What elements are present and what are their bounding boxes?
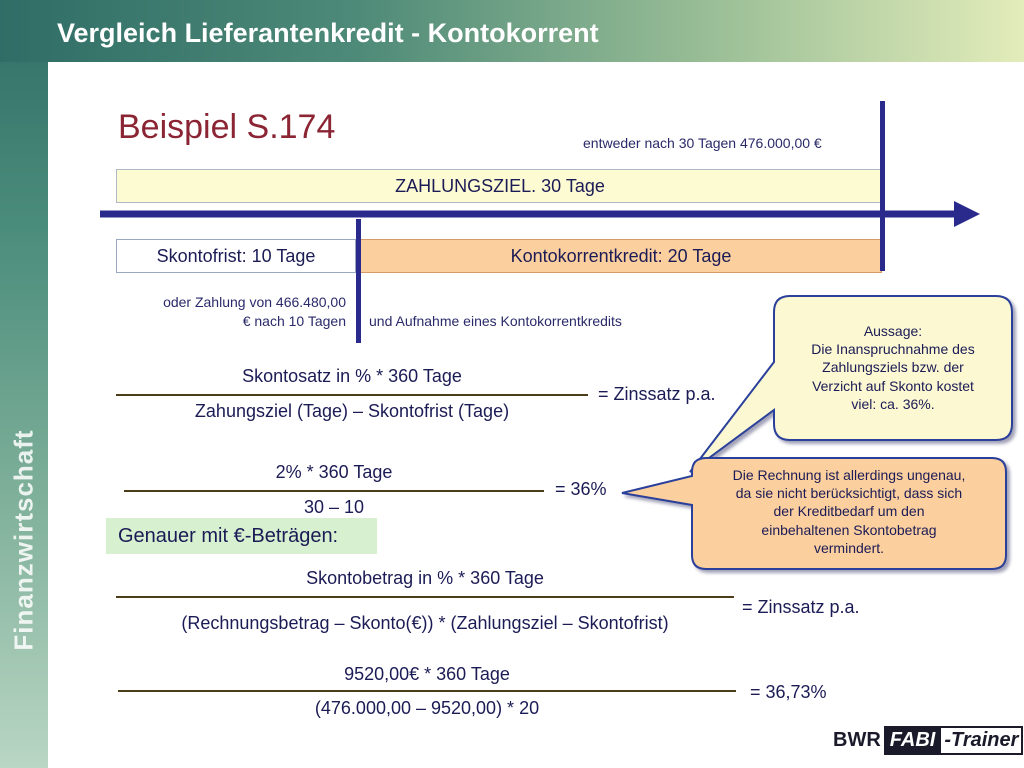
- callout1-line3: Zahlungsziels bzw. der: [822, 359, 964, 376]
- sidebar-label: Finanzwirtschaft: [8, 429, 39, 651]
- note-10-days-line2: € nach 10 Tagen: [242, 313, 346, 329]
- formula1-result: = Zinssatz p.a.: [598, 384, 716, 404]
- calc1-result: = 36%: [555, 479, 607, 499]
- formula2-result: = Zinssatz p.a.: [742, 597, 860, 617]
- logo: [833, 726, 1023, 754]
- calc2-result: = 36,73%: [750, 682, 827, 702]
- callout2-line3: der Kreditbedarf um den: [773, 503, 925, 520]
- zahlungsziel-box: ZAHLUNGSZIEL. 30 Tage: [116, 169, 884, 203]
- formula1-denominator: Zahungsziel (Tage) – Skontofrist (Tage): [194, 401, 510, 421]
- callout1-line2: Die Inanspruchnahme des: [811, 341, 975, 358]
- logo-trainer: -Trainer: [941, 726, 1023, 755]
- calc2-numerator: 9520,00€ * 360 Tage: [344, 664, 510, 684]
- skontofrist-box: Skontofrist: 10 Tage: [116, 239, 356, 273]
- formula2-numerator: Skontobetrag in % * 360 Tage: [306, 568, 544, 588]
- note-30-days: entweder nach 30 Tagen 476.000,00 €: [583, 135, 822, 151]
- kontokorrent-box: Kontokorrentkredit: 20 Tage: [360, 239, 882, 273]
- formula2-denominator: (Rechnungsbetrag – Skonto(€)) * (Zahlungsziel – Skontofrist): [181, 613, 669, 633]
- callout2-line5: vermindert.: [813, 539, 885, 556]
- callout1-line1: Aussage:: [863, 323, 923, 339]
- page-title: Vergleich Lieferantenkredit - Kontokorrent: [57, 18, 599, 48]
- genauer-label: Genauer mit €-Beträgen:: [106, 518, 377, 554]
- calc1-denominator: 30 – 10: [303, 497, 365, 517]
- callout2-line4: einbehaltenen Skontobetrag: [761, 521, 937, 538]
- callout2-line1: Die Rechnung ist allerdings ungenau,: [732, 467, 966, 483]
- logo-bwr: BWR: [833, 728, 881, 751]
- callout2-text: [694, 466, 1004, 557]
- note-10-days-line1: oder Zahlung von 466.480,00: [163, 294, 346, 310]
- formula1-numerator: Skontosatz in % * 360 Tage: [242, 366, 462, 386]
- callout1-line5: viel: ca. 36%.: [851, 395, 935, 412]
- calc1-numerator: 2% * 360 Tage: [275, 462, 393, 482]
- callout1-text: [780, 322, 1006, 413]
- callout2-line2: da sie nicht berücksichtigt, dass sich: [735, 485, 963, 502]
- note-kredit: und Aufnahme eines Kontokorrentkredits: [369, 313, 622, 329]
- calc2-denominator: (476.000,00 – 9520,00) * 20: [314, 698, 540, 718]
- logo-fabi: FABI: [884, 726, 942, 755]
- callout1-line4: Verzicht auf Skonto kostet: [812, 377, 974, 394]
- example-title: Beispiel S.174: [118, 108, 336, 146]
